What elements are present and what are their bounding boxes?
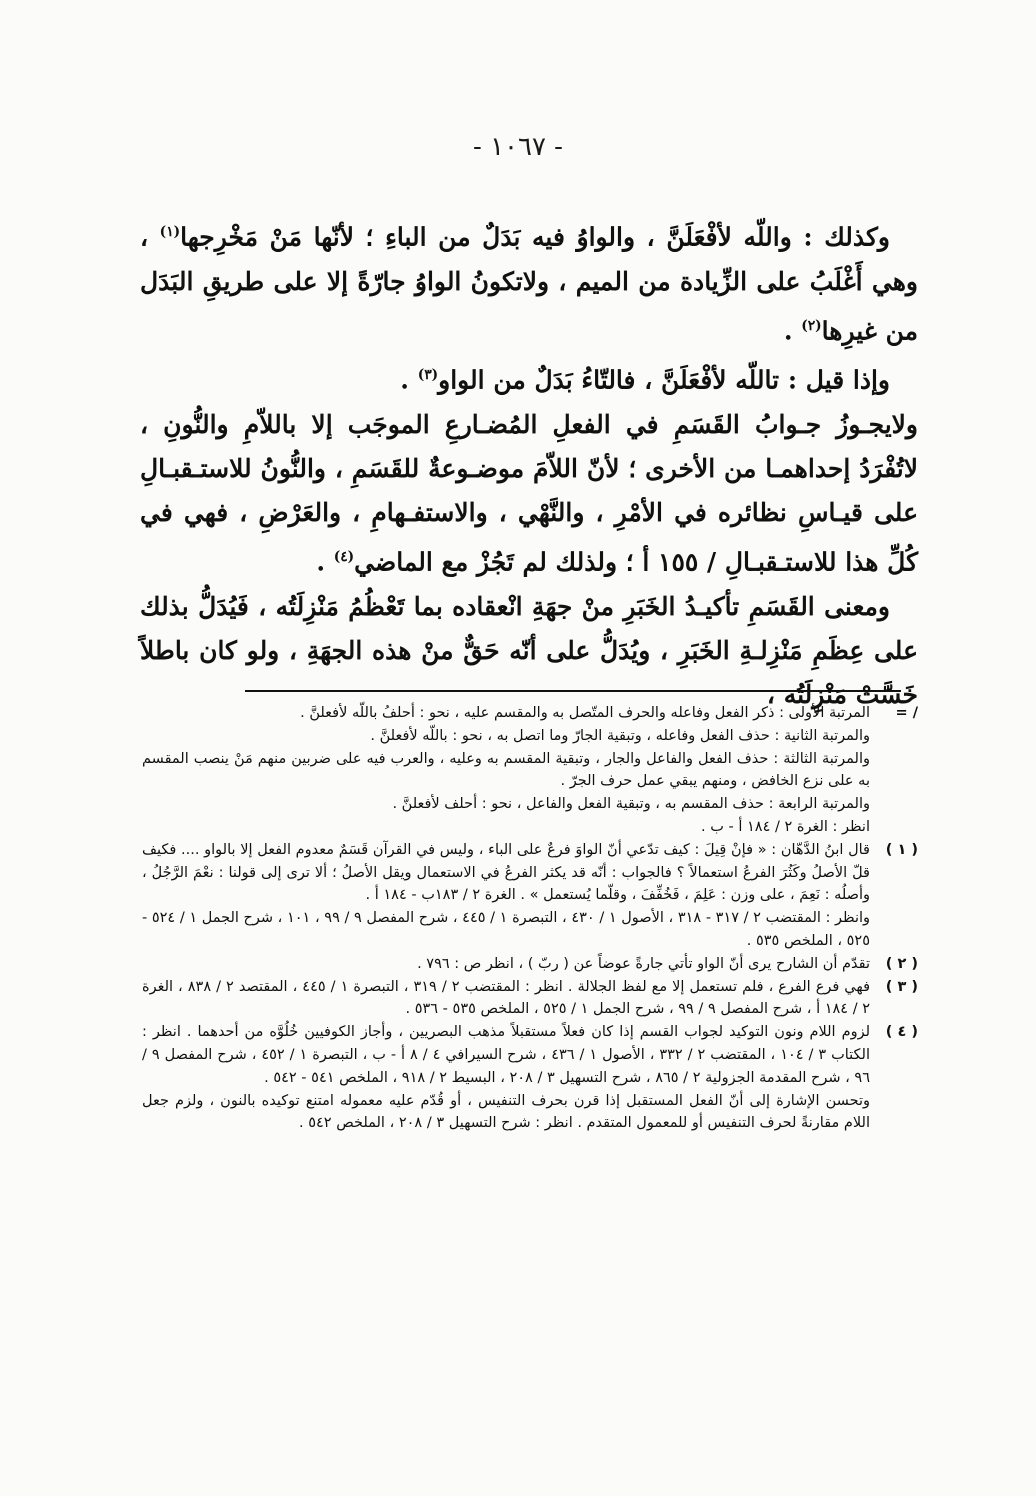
footnote-ref: (٢) xyxy=(801,317,822,334)
footnote-2 xyxy=(142,953,918,976)
footnote-ref: (١) xyxy=(159,224,181,240)
footnote-line: وتحسن الإشارة إلى أنّ الفعل المستقبل إذا قرن بحرف التنفيس ، أو قُدّم عليه معموله امتنع توكيده بالنون ، ولزم جعل اللام مقارنةً لحرف التنفيس أو للمعمول المتقدم . انظر : شرح التسهيل ٣ / ٢٠٨ ، الملخص ٥٤٢ . xyxy=(142,1092,870,1132)
main-text xyxy=(140,210,918,718)
footnote-number: ( ٢ ) xyxy=(885,955,918,972)
footnote-line: المرتبة الأولى : ذكر الفعل وفاعله والحرف المتّصل به والمقسم عليه ، نحو : أحلفُ باللّه لأفعلنَّ . xyxy=(300,705,870,721)
footnote-number: ( ١ ) xyxy=(885,841,918,858)
footnote-line: والمرتبة الثانية : حذف الفعل وفاعله ، وتبقية الجارّ وما اتصل به ، نحو : باللّه لأفعلنَّ . xyxy=(370,727,870,744)
footnote-ref: (٣) xyxy=(417,367,439,384)
footnote-3 xyxy=(142,976,918,1022)
footnote-line: قال ابنُ الدَّهّان : « فإنْ قِيلَ : كيف تدّعي أنّ الواوَ فرعٌ على الباء ، وليس في القرآن قَسَمٌ معدوم الفعل إلا بالواو .... فكيف قلّ الأصلُ وكَثُرَ الفرعُ استعمالاً ؟ فالجواب : أنّه قد يكثر الفرعُ في الاستعمال ويقل الأصلُ ؛ ألا ترى إلى قولنا : نعْمَ الرَّجُلُ ، وأصلُه : نَعِمَ ، على وزن : عَلِمَ ، فَخُفِّفَ ، وقلّما يُستعمل » . الغرة ٢ / ١٨٣ب - ١٨٤ أ . xyxy=(142,841,870,904)
footnote-ref: (٤) xyxy=(333,549,355,566)
footnote-line: والمرتبة الثالثة : حذف الفعل والفاعل والجار ، وتبقية المقسم به وعليه ، والعرب فيه على ضربين منهم مَنْ ينصب المقسم به على نزع الخافض ، ومنهم يبقي عمل حرف الجرّ . xyxy=(142,750,870,790)
footnote-line: لزوم اللام ونون التوكيد لجواب القسم إذا كان فعلاً مستقبلاً مذهب البصريين ، وأجاز الكوفيين خُلُوَّه من أحدهما . انظر : الكتاب ٣ / ١٠٤ ، المقتضب ٢ / ٣٣٢ ، الأصول ١ / ٤٣٦ ، شرح السيرافي ٤ / ٨ أ - ب ، التبصرة ١ / ٤٥٢ ، شرح المفصل ٩ / ٩٦ ، شرح المقدمة الجزولية ٢ / ٨٦٥ ، شرح التسهيل ٣ / ٢٠٨ ، البسيط ٢ / ٩١٨ ، الملخص ٥٤١ - ٥٤٢ . xyxy=(142,1024,871,1086)
footnote-continued xyxy=(142,702,918,839)
footnote-line: فهي فرع الفرع ، فلم تستعمل إلا مع لفظ الجلالة . انظر : المقتضب ٢ / ٣١٩ ، التبصرة ١ / ٤٤٥ ، المقتصد ٢ / ٨٣٨ ، الغرة ٢ / ١٨٤ أ ، شرح المفصل ٩ / ٩٩ ، شرح الجمل ١ / ٥٢٥ ، الملخص ٥٣٥ - ٥٣٦ . xyxy=(142,978,871,1018)
paragraph-3: ولايجـوزُ جـوابُ القَسَمِ في الفعلِ المُضـارعِ الموجَب إلا باللاّمِ والنُّونِ ، لاتُفْرَدُ إحداهمـا من الأخرى ؛ لأنّ اللاّمَ موضـوعةٌ للقَسَمِ ، والنُّونُ للاستـقبـالِ على قيـاسِ نظائره في الأمْرِ ، والنَّهْي ، والاستفـهامِ ، والعَرْضِ ، فهي في كُلِّ هذا للاستـقبـالِ / ١٥٥ أ ؛ ولذلك لم تَجُزْ مع الماضي$^{(٤)}$ . xyxy=(140,409,918,577)
footnote-4 xyxy=(142,1021,918,1135)
footnote-number: ( ٤ ) xyxy=(885,1024,918,1041)
footnote-1 xyxy=(142,839,918,953)
footnote-line: تقدّم أن الشارح يرى أنّ الواو تأتي جارةً عوضاً عن ( ربّ ) ، انظر ص : ٧٩٦ . xyxy=(417,955,870,972)
footnote-line: والمرتبة الرابعة : حذف المقسم به ، وتبقية الفعل والفاعل ، نحو : أحلف لأفعلنَّ . xyxy=(392,796,870,813)
footnote-number: / = xyxy=(895,705,918,721)
footnote-line: وانظر : المقتضب ٢ / ٣١٧ - ٣١٨ ، الأصول ١ / ٤٣٠ ، التبصرة ١ / ٤٤٥ ، شرح المفصل ٩ / ٩٩ ، ١٠١ ، شرح الجمل ١ / ٥٢٤ - ٥٢٥ ، الملخص ٥٣٥ . xyxy=(142,910,871,949)
paragraph-2: وإذا قيل : تاللّه لأفْعَلَنَّ ، فالتّاءُ بَدَلٌ من الواو$^{(٣)}$ . xyxy=(400,365,890,395)
footnote-separator xyxy=(245,690,901,692)
paragraph-4: ومعنى القَسَمِ تأكيـدُ الخَبَرِ منْ جهَةِ انْعقاده بما تَعْظُمُ مَنْزِلَتُه ، فَيُدَلُّ بذلك على عِظَمِ مَنْزِلـةِ الخَبَرِ ، ويُدَلُّ على أنّه حَقٌّ منْ هذه الجهَةِ ، ولو كان باطلاً خَسَّتْ مَنْزِلَتُه ، xyxy=(140,591,918,710)
paragraph-1: وكذلك : واللّه لأفْعَلَنَّ ، والواوُ فيه بَدَلٌ من الباءِ ؛ لأنّها مَنْ مَخْرِجها$^{(١)}$ ، وهي أَغْلَبُ على الزِّيادة من الميم ، ولاتكونُ الواوُ جارّةً إلا على طريقِ البَدَل من غيرِها$^{(٢)}$ . xyxy=(140,222,918,346)
footnotes xyxy=(142,702,918,1135)
footnote-line: انظر : الغرة ٢ / ١٨٤ أ - ب . xyxy=(701,818,870,835)
footnote-number: ( ٣ ) xyxy=(885,978,918,995)
page-number: - ١٠٦٧ - xyxy=(473,132,563,162)
